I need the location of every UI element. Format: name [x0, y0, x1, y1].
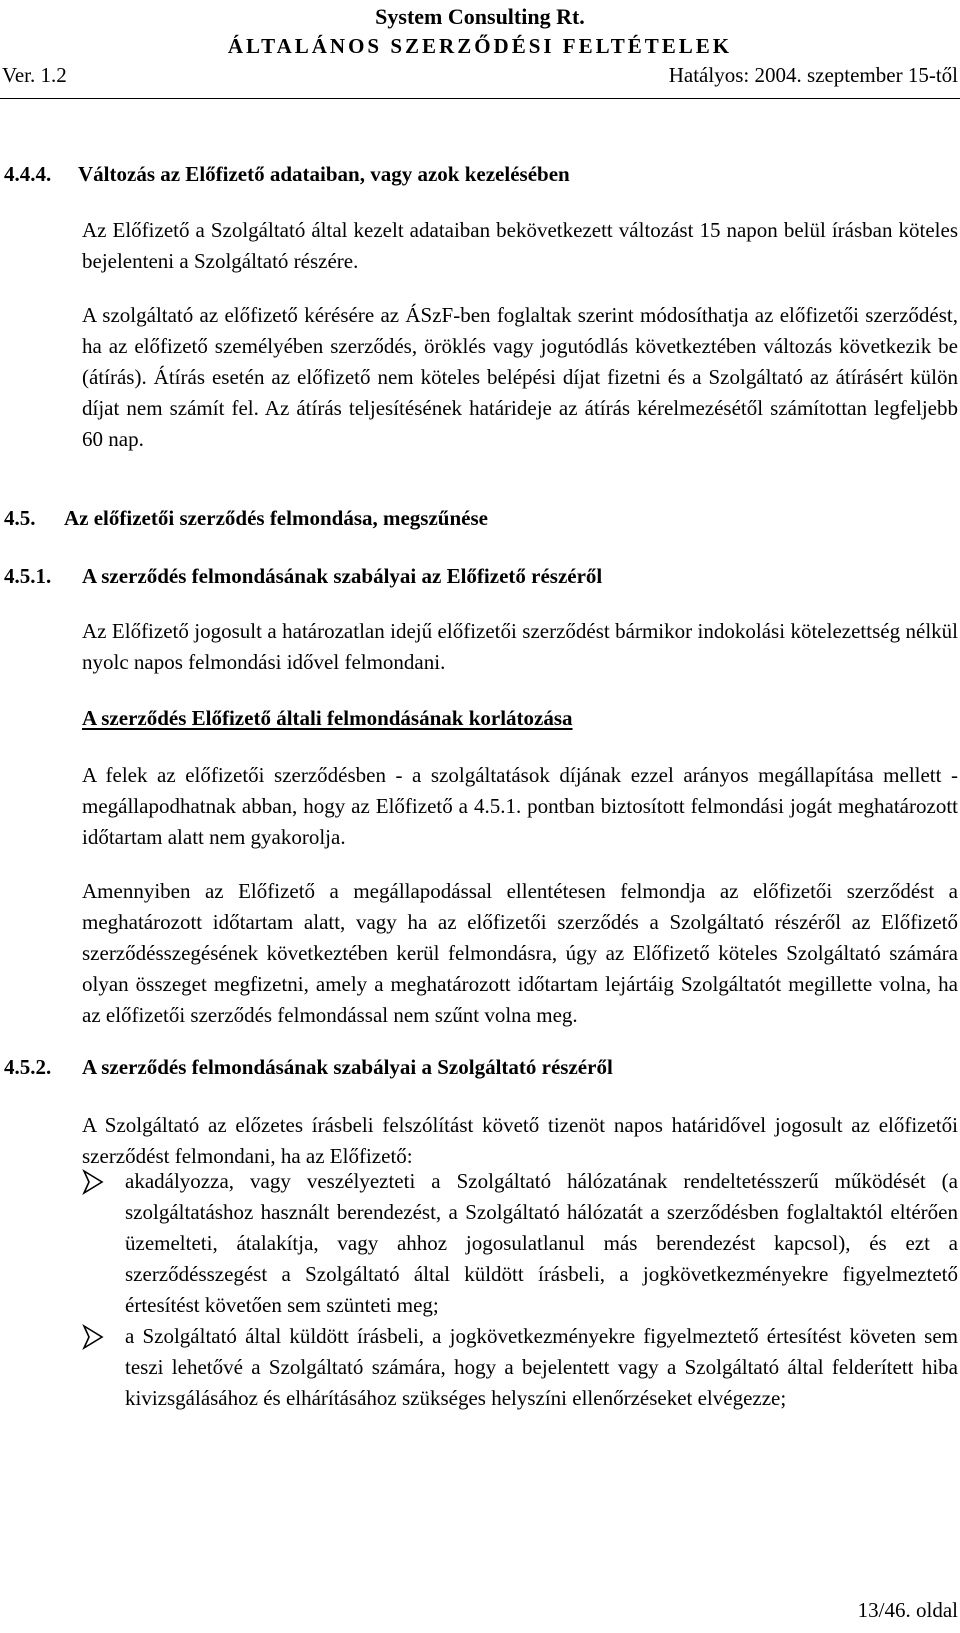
- section-title: A szerződés felmondásának szabályai a Szolgáltató részéről: [82, 1055, 613, 1079]
- version-label: Ver. 1.2: [2, 63, 67, 87]
- section-title: Az előfizetői szerződés felmondása, megszűnése: [64, 506, 488, 530]
- list-item: [82, 1321, 958, 1414]
- termination-conditions-list: [82, 1166, 958, 1414]
- arrowhead-bullet-icon: [82, 1166, 106, 1197]
- list-item-text: a Szolgáltató által küldött írásbeli, a jogkövetkezményekre figyelmeztető értesítést követen sem teszi lehetővé a Szolgáltató számára, hogy a bejelentett vagy a Szolgáltató által felderített hiba kivizsgálásához és elhárításához szükséges helyszíni ellenőrzéseket elvégezze;: [125, 1324, 958, 1410]
- page-number: 13/46. oldal: [857, 1598, 958, 1622]
- section-number: 4.5.: [4, 506, 36, 530]
- paragraph: A felek az előfizetői szerződésben - a szolgáltatások díjának ezzel arányos megállapítása mellett - megállapodhatnak abban, hogy az Előfizető a 4.5.1. pontban biztosított felmondási jogát meghatározott időtartam alatt nem gyakorolja.: [82, 763, 958, 849]
- effective-date: Hatályos: 2004. szeptember 15-től: [668, 63, 958, 87]
- paragraph: Az Előfizető a Szolgáltató által kezelt adataiban bekövetkezett változást 15 napon belül írásban köteles bejelenteni a Szolgáltató részére.: [82, 218, 958, 273]
- list-item: [82, 1166, 958, 1321]
- list-item-text: akadályozza, vagy veszélyezteti a Szolgáltató hálózatának rendeltetésszerű működését (a szolgáltatáshoz használt berendezést, a Szolgáltató hálózatát a szerződésben foglaltaktól eltérően üzemelteti, átalakítja, vagy ahhoz jogosulatlanul más berendezést kapcsol), és ezt a szerződésszegést a Szolgáltató által küldött írásbeli, a jogkövetkezményekre figyelmeztető értesítést követően sem szünteti meg;: [125, 1169, 958, 1317]
- document-title: ÁLTALÁNOS SZERZŐDÉSI FELTÉTELEK: [227, 34, 733, 58]
- section-number: 4.4.4.: [4, 162, 52, 186]
- company-name: System Consulting Rt.: [375, 4, 585, 29]
- arrowhead-bullet-icon: [82, 1321, 106, 1352]
- section-number: 4.5.1.: [4, 564, 52, 588]
- paragraph: A szolgáltató az előfizető kérésére az ÁSzF-ben foglaltak szerint módosíthatja az előfizetői szerződést, ha az előfizető személyében szerződés, öröklés vagy jogutódlás következtében változás következik be (átírás). Átírás esetén az előfizető nem köteles belépési díjat fizetni és a Szolgáltató az átírásért külön díjat nem számít fel. Az átírás teljesítésének határideje az átírás kérelmezésétől számítottan legfeljebb 60 nap.: [82, 303, 958, 451]
- page-header: [0, 0, 960, 112]
- paragraph: A Szolgáltató az előzetes írásbeli felszólítást követő tizenöt napos határidővel jogosult az előfizetői szerződést felmondani, ha az Előfizető:: [82, 1113, 958, 1168]
- paragraph: Az Előfizető jogosult a határozatlan idejű előfizetői szerződést bármikor indokolási kötelezettség nélkül nyolc napos felmondási idővel felmondani.: [82, 619, 958, 674]
- paragraph: Amennyiben az Előfizető a megállapodással ellentétesen felmondja az előfizetői szerződést a meghatározott időtartam alatt, vagy ha az előfizetői szerződés a Szolgáltató részéről az Előfizető szerződésszegésének következtében kerül felmondásra, úgy az Előfizető köteles Szolgáltató számára olyan összeget megfizetni, amely a meghatározott időtartam lejártáig Szolgáltatót megillette volna, ha az előfizetői szerződés felmondással nem szűnt volna meg.: [82, 879, 958, 1027]
- header-divider: [0, 98, 960, 99]
- subsection-title: A szerződés Előfizető általi felmondásának korlátozása: [82, 706, 573, 730]
- section-title: Változás az Előfizető adataiban, vagy azok kezelésében: [78, 162, 570, 186]
- section-title: A szerződés felmondásának szabályai az Előfizető részéről: [82, 564, 603, 588]
- section-number: 4.5.2.: [4, 1055, 52, 1079]
